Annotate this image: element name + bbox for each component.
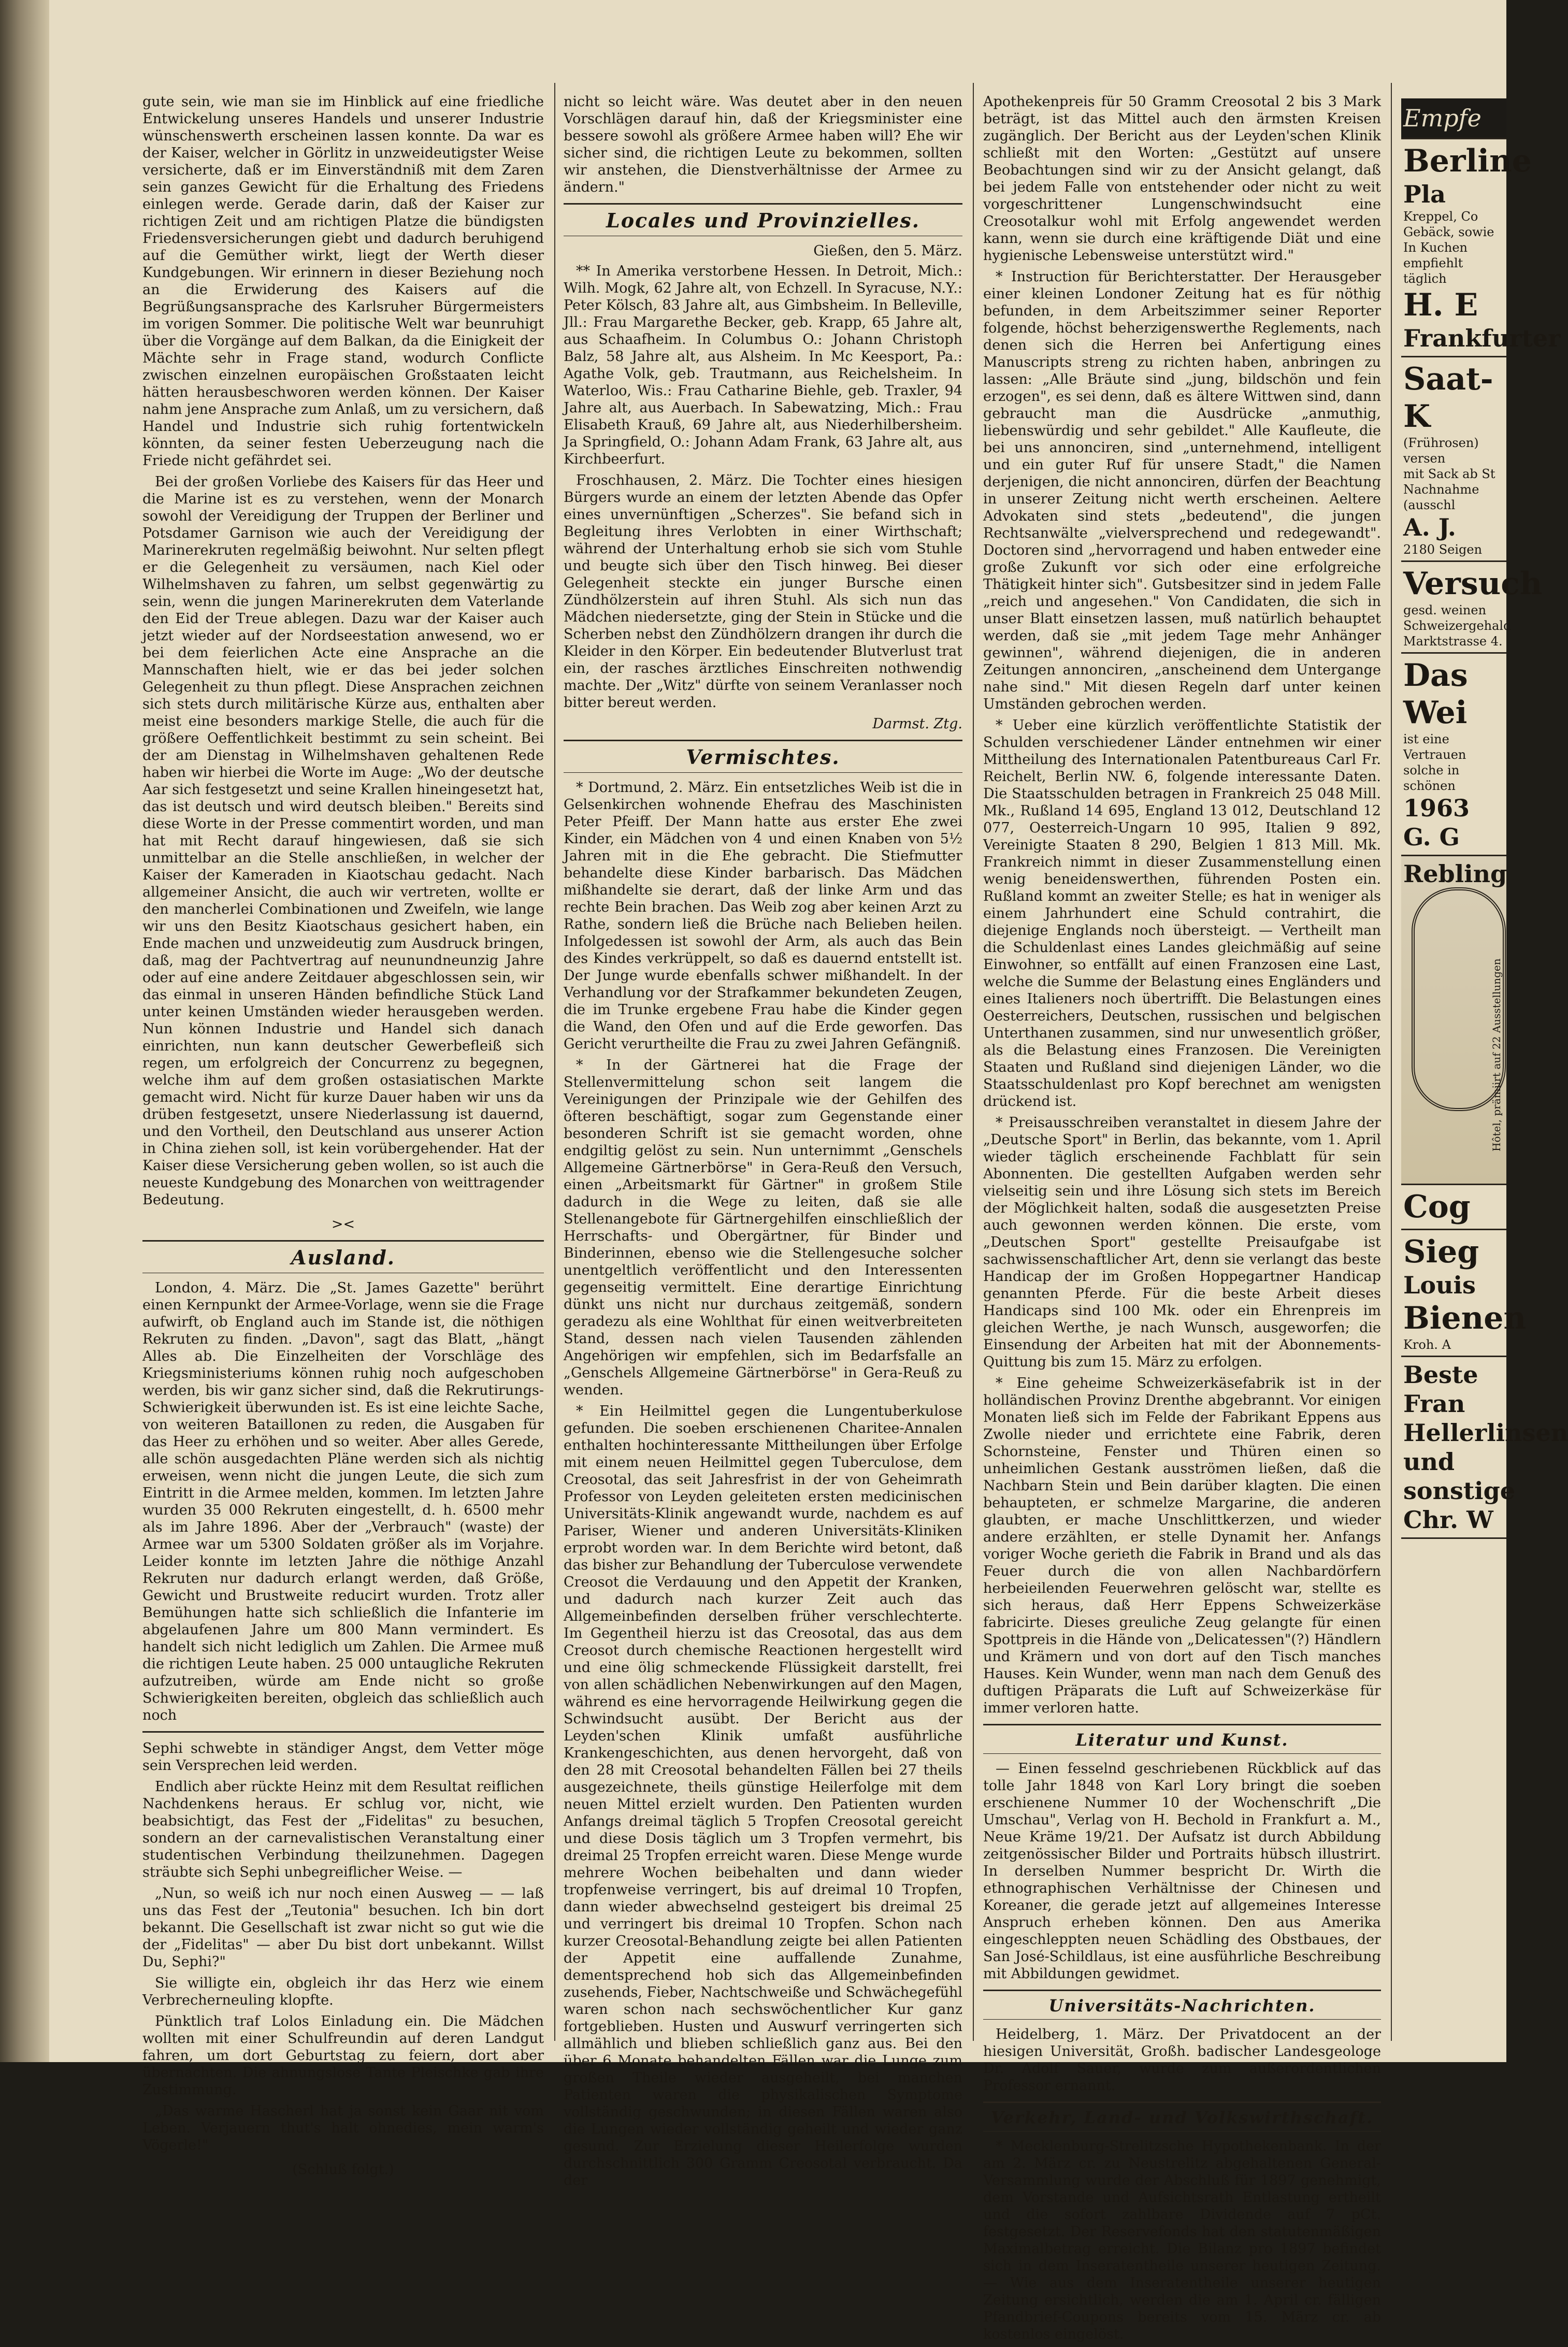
ad-title: Versuch (1403, 566, 1543, 602)
ad-text: Pla (1403, 180, 1446, 208)
column-1 (142, 93, 544, 2183)
article-paragraph: Heidelberg, 1. März. Der Privatdocent an der hiesigen Universität, Großh. badischer Landesgeologe Dr. Adolf Sauer, wurde zum außerordentlichen Professor ernannt. (983, 2026, 1381, 2094)
feuilleton-separator (142, 1731, 544, 1733)
ad-text: 2180 Seigen (1403, 542, 1483, 557)
section-heading-locales: Locales und Provinzielles. (564, 203, 962, 236)
article-paragraph: — Einen fesselnd geschriebenen Rückblick auf das tolle Jahr 1848 von Karl Lory bringt die soeben erschienene Nummer 10 der Wochenschrift „Die Umschau", Verlag von H. Bechold in Frankfurt a. M., Neue Kräme 19/21. Der Aufsatz ist durch Abbildung zeitgenössischer Bilder und Portraits hübsch illustrirt. In derselben Nummer bespricht Dr. Wirth die ethnographischen Verhältnisse der Chinesen und Koreaner, die gerade jetzt auf allgemeines Interesse Anspruch erheben können. Den aus Amerika eingeschleppten neuen Schädling des Obstbaues, der San José-Schildlaus, ist eine ausführliche Beschreibung mit Abbildungen gewidmet. (983, 1761, 1381, 1982)
ad-text: Gebäck, sowie (1403, 225, 1494, 239)
column-rule (554, 83, 555, 2041)
ad-text: 1963 G. G (1403, 794, 1470, 851)
article-paragraph: Bei der großen Vorliebe des Kaisers für das Heer und die Marine ist es zu verstehen, wenn der Monarch sowohl der Vereidigung der Truppen der Berliner und Potsdamer Garnison wie auch der Vereidigung der Marinerekruten regelmäßig beiwohnt. Nur selten pflegt er die Gelegenheit zu versäumen, nach Kiel oder Wilhelmshaven zu fahren, um selbst gegenwärtig zu sein, wenn die jungen Marinerekruten dem Vaterlande den Eid der Treue ablegen. Dazu war der Kaiser auch jetzt wieder auf der Nordseestation anwesend, wo er bei dem feierlichen Acte eine Ansprache an die Mannschaften hielt, wie er das bei jeder solchen Gelegenheit zu thun pflegt. Diese Ansprachen zeichnen sich stets durch militärische Kürze aus, enthalten aber meist eine besonders markige Stelle, die auch für die größere Oeffentlichkeit bestimmt zu sein scheint. Bei der am Dienstag in Wilhelmshaven gehaltenen Rede haben wir hierbei die Worte im Auge: „Wo der deutsche Aar sich festgesetzt und seine Krallen hineingesetzt hat, das ist deutsch und wird deutsch bleiben." Bereits sind diese Worte in der Presse commentirt worden, und man hat mit Recht darauf hingewiesen, daß sie sich unmittelbar an die Stelle anschließen, in welcher der Kaiser der Kameraden in Kiaotschau gedacht. Nach allgemeiner Ansicht, die auch wir vertreten, wollte er den mancherlei Combinationen und Zweifeln, wie lange wir uns den Besitz Kiaotschaus gesichert haben, ein Ende machen und unzweideutig zum Ausdruck bringen, daß, mag der Pachtvertrag auf neunundneunzig Jahre oder auf eine andere Zeitdauer abgeschlossen sein, wir das einmal in unseren Händen befindliche Stück Land unter keinen Umständen wieder herausgeben werden. Nun können Industrie und Handel sich danach einrichten, nun kann deutscher Gewerbefleiß sich regen, um erfolgreich der Concurrenz zu begegnen, welche ihm auf dem großen ostasiatischen Markte gemacht wird. Nicht für kurze Dauer haben wir uns da drüben festgesetzt, unsere Niederlassung ist dauernd, und den Vortheil, den Deutschland aus unserer Action in China ziehen soll, ist kein vorübergehender. Hat der Kaiser diese Versicherung geben wollen, so ist auch die neueste Kundgebung des Monarchen von weittragender Bedeutung. (142, 474, 544, 1208)
ad-text: A. J. (1403, 513, 1456, 541)
ad-block (1401, 139, 1561, 357)
ad-block (1401, 357, 1506, 562)
ad-text: und sonstige (1403, 1448, 1516, 1505)
article-paragraph: * Dortmund, 2. März. Ein entsetzliches Weib ist die in Gelsenkirchen wohnende Ehefrau des Maschinisten Peter Pfeiff. Der Mann hatte aus erster Ehe zwei Kinder, ein Mädchen von 4 und einen Knaben von 5½ Jahren mit in die Ehe gebracht. Die Stiefmutter behandelte diese Kinder barbarisch. Das Mädchen mißhandelte sie derart, daß der linke Arm und das rechte Bein brachen. Das Weib zog aber keinen Arzt zu Rathe, sondern ließ die Brüche nach Belieben heilen. Infolgedessen ist sowohl der Arm, als auch das Bein des Kindes verkrüppelt, so daß es dauernd entstellt ist. Der Junge wurde ebenfalls schwer mißhandelt. In der Verhandlung vor der Strafkammer bekundeten Zeugen, die im Trunke ergebene Frau habe die Kinder gegen die Wand, den Ofen und auf die Erde geworfen. Das Gericht verurtheilte die Frau zu zwei Jahren Gefängniß. (564, 780, 962, 1052)
feuilleton-paragraph: Sie willigte ein, obgleich ihr das Herz wie einem Verbrecherneuling klopfte. (142, 1975, 544, 2008)
ad-title: H. E (1403, 287, 1478, 323)
ad-text: Marktstrasse 4. (1403, 634, 1503, 649)
article-paragraph: * Ein Heilmittel gegen die Lungentuberkulose gefunden. Die soeben erschienenen Charitee-Annalen enthalten hochinteressante Mittheilungen über Erfolge mit einem neuen Heilmittel gegen Tuberculose, dem Creosotal, das seit Jahresfrist in der von Geheimrath Professor von Leyden geleiteten ersten medicinischen Universitäts-Klinik angewandt wurde, nachdem es auf Pariser, Wiener und anderen Universitäts-Kliniken erprobt worden war. In dem Berichte wird betont, daß das bisher zur Behandlung der Tuberculose verwendete Creosot die Verdauung und den Appetit der Kranken, und dadurch nach kurzer Zeit auch das Allgemeinbefinden derselben früher verschlechterte. Im Gegentheil hierzu ist das Creosotal, das aus dem Creosot durch chemische Reactionen hergestellt wird und eine ölig schmeckende Flüssigkeit darstellt, frei von allen schädlichen Nebenwirkungen auf den Magen, während es eine hervorragende Heilwirkung gegen die Schwindsucht ausübt. Der Bericht aus der Leyden'schen Klinik umfaßt ausführliche Krankengeschichten, aus denen hervorgeht, daß von den 28 mit Creosotal behandelten Fällen bei 27 theils ausgezeichnete, theils günstige Heilerfolge mit dem neuen Mittel erzielt wurden. Den Patienten wurden Anfangs dreimal täglich 5 Tropfen Creosotal gereicht und diese Dosis täglich um 3 Tropfen vermehrt, bis dreimal 25 Tropfen erreicht waren. Diese Menge wurde mehrere Wochen beibehalten und dann wieder tropfenweise verringert, bis auf dreimal 10 Tropfen, dann wieder abwechselnd gesteigert bis dreimal 25 und verringert bis dreimal 10 Tropfen. Schon nach kurzer Creosotal-Behandlung zeigte bei allen Patienten der Appetit eine auffallende Zunahme, dementsprechend hob sich das Allgemeinbefinden zusehends, Fieber, Nachtschweiße und Schwächegefühl waren schon nach sechswöchentlicher Kur ganz fortgeblieben. Husten und Auswurf verringerten sich allmählich und blieben schließlich ganz aus. Bei den über 6 Monate behandelten Fällen war die Lunge zum großen Theile wieder ausgeheilt, bei manchen Patienten waren die physikalischen Symptome vollständig geschwunden; in diesen Fällen waren also die Lungen wieder vollständig geheilt und wieder ganz gesund. Zur Erzielung dieser Heilerfolge wurden durchschnittlich 300 Gramm Creosotal verbraucht. Da der (564, 1403, 963, 2188)
column-rule (973, 83, 974, 2041)
ad-text: solche in schönen (1403, 763, 1460, 793)
ad-title: Sieg (1403, 1234, 1479, 1270)
feuilleton-paragraph: Endlich aber rückte Heinz mit dem Resultat reiflichen Nachdenkens heraus. Er schlug vor, nicht, wie beabsichtigt, das Fest der „Fidelitas" zu besuchen, sondern an der carnevalistischen Veranstaltung einer studentischen Verbindung theilzunehmen. Dagegen sträubte sich Sephi unbegreiflicher Weise. — (142, 1779, 544, 1880)
article-paragraph: * Eine geheime Schweizerkäsefabrik ist in der holländischen Provinz Drenthe abgebrannt. Vor einigen Monaten ließ sich im Felde der Fabrikant Eppens aus Zwolle nieder und errichtete eine Fabrik, deren Schornsteine, Fenster und Thüren einen so unheimlichen Gestank ausströmen ließen, daß die Nachbarn Stein und Bein darüber klagten. Die einen behaupteten, er schmelze Margarine, die anderen glaubten, er mache Unschlittkerzen, und wieder andere erzählten, er stelle Dynamit her. Anfangs voriger Woche gerieth die Fabrik in Brand und als das Feuer durch die von allen Nachbardörfern herbeieilenden Feuerwehren gelöscht war, stellte es sich heraus, daß Herr Eppens Schweizerkäse fabricirte. Dieses greuliche Zeug gelangte für einen Spottpreis in die Hände von „Delicatessen"(?) Händlern und Krämern und von dort auf den Tisch manches Hauses. Kein Wunder, wenn man nach dem Genuß des duftigen Präparats die Luft auf Schweizerkäse für immer verloren hatte. (983, 1375, 1381, 1716)
ad-block (1401, 1357, 1568, 1539)
article-paragraph: Apothekenpreis für 50 Gramm Creosotal 2 bis 3 Mark beträgt, ist das Mittel auch den ärmsten Kreisen zugänglich. Der Bericht aus der Leyden'schen Klinik schließt mit den Worten: „Gestützt auf unsere Beobachtungen sind wir zu der Ansicht gelangt, daß bei jedem Falle von entstehender oder nicht zu weit vorgeschrittener Lungenschwindsucht eine Creosotalkur wohl mit Erfolg angewendet werden kann, wenn sie durch eine kräftigende Diät und eine hygienische Lebensweise unterstützt wird." (983, 94, 1381, 264)
ad-text: In Kuchen (1403, 240, 1468, 255)
ad-title: Cog (1403, 1189, 1471, 1225)
article-paragraph: * Instruction für Berichterstatter. Der Herausgeber einer kleinen Londoner Zeitung hat es für nöthig befunden, in dem Arbeitszimmer seiner Reporter folgende, höchst beherzigenswerthe Reglements, nach denen sich die Herren bei Anfertigung eines Manuscripts streng zu richten haben, anbringen zu lassen: „Alle Bräute sind „jung, bildschön und fein erzogen", es sei denn, daß es ältere Wittwen sind, dann gebraucht man die Ausdrücke „anmuthig, liebenswürdig und sehr gebildet." Alle Kaufleute, die bei uns annonciren, sind „unternehmend, intelligent und ein guter Ruf für unsere Stadt," die Namen derjenigen, die nicht annonciren, dürfen der Beachtung in unserer Zeitung nicht werth erscheinen. Aeltere Advokaten sind stets „bedeutend", die jungen Rechtsanwälte „vielversprechend und redegewandt". Doctoren sind „hervorragend und haben entweder eine große Zukunft vor sich oder eine erfolgreiche Thätigkeit hinter sich". Gutsbesitzer sind in jedem Falle „reich und angesehen." Von Candidaten, die sich in unser Blatt einsetzen lassen, muß natürlich behauptet werden, daß sie „mit jedem Tage mehr Anhänger gewinnen", während diejenigen, die in anderen Zeitungen annonciren, „anscheinend dem Untergange nahe sind." Mit diesen Regeln darf unter keinen Umständen gebrochen werden. (983, 269, 1381, 712)
article-paragraph: * Ueber eine kürzlich veröffentlichte Statistik der Schulden verschiedener Länder entnehmen wir einer Mittheilung des Internationalen Patentbureaus Carl Fr. Reichelt, Berlin NW. 6, folgende interessante Daten. Die Staatsschulden betragen in Frankreich 25 048 Mill. Mk., Rußland 14 695, England 13 012, Deutschland 12 077, Oesterreich-Ungarn 10 995, Italien 9 892, Vereinigte Staaten 8 290, Belgien 1 813 Mill. Mk. Frankreich nimmt in dieser Zusammenstellung einen wenig beneidenswerthen, führenden Posten ein. Rußland kommt an zweiter Stelle; es hat in weniger als einem Jahrhundert eine Schuld contrahirt, die diejenige Englands noch übersteigt. — Vertheilt man die Schuldenlast eines Landes gleichmäßig auf seine Einwohner, so entfällt auf einen Franzosen eine Last, welche die Summe der Belastung eines Engländers und eines Italieners noch übertrifft. Die Belastungen eines Oesterreichers, Deutschen, russischen und belgischen Unterthanen zusammen, sind nur unwesentlich größer, als die Belastung eines Franzosen. Die Vereinigten Staaten und Rußland sind diejenigen Länder, wo die Staatsschuldenlast pro Kopf berechnet am wenigsten drückend ist. (983, 717, 1381, 1110)
ad-title: Berline (1403, 143, 1532, 179)
article-paragraph: nicht so leicht wäre. Was deutet aber in den neuen Vorschlägen darauf hin, daß der Kriegsminister eine bessere sowohl als größere Armee haben will? Ehe wir sicher sind, die richtigen Leute zu bekommen, sollten wir anstehen, die Dienstverhältnisse der Armee zu ändern." (564, 94, 962, 195)
ad-text: Hellerlinsen (1403, 1419, 1568, 1447)
end-mark: >< (331, 1216, 355, 1232)
ad-text: ist eine Vertrauen (1403, 732, 1466, 762)
article-paragraph: gute sein, wie man sie im Hinblick auf eine friedliche Entwickelung unseres Handels und unserer Industrie wünschenswerth erscheinen lassen konnte. Da war es der Kaiser, welcher in Görlitz in unzweideutigster Weise versicherte, daß er im Einverständniß mit dem Zaren sein ganzes Gewicht für die Erhaltung des Friedens einlegen werde. Gerade darin, daß der Kaiser zur richtigen Zeit und am richtigen Platze die bündigsten Friedensversicherungen giebt und dadurch beruhigend auf die Gemüther wirkt, liegt der Werth dieser Kundgebungen. Wir erinnern in dieser Beziehung noch an die Erwiderung des Kaisers auf die Begrüßungsansprache des Karlsruher Bürgermeisters im vorigen Sommer. Die politische Welt war beunruhigt über die Vorgänge auf dem Balkan, da die Einigkeit der Mächte sehr in Frage stand, wodurch Conflicte zwischen einzelnen europäischen Großstaaten leicht hätten herausbeschworen werden können. Der Kaiser nahm jene Ansprache zum Anlaß, um zu versichern, daß Handel und Industrie sich ruhig fortentwickeln könnten, da seiner festen Ueberzeugung nach die Friede nicht gefährdet sei. (142, 94, 544, 469)
ad-text: Kroh. A (1403, 1337, 1451, 1352)
ad-vertical-text: Hôtel, prämiirt auf 22 Ausstellungen (1490, 958, 1503, 1151)
section-heading-universitaet: Universitäts-Nachrichten. (983, 1990, 1381, 2020)
article-paragraph: Froschhausen, 2. März. Die Tochter eines hiesigen Bürgers wurde an einem der letzten Abende das Opfer eines unvernünftigen „Scherzes". Sie befand sich in Begleitung ihres Verlobten in einer Wirthschaft; während der Unterhaltung erhob sie sich vom Stuhle und beugte sich über den Tisch hinweg. Bei dieser Gelegenheit steckte ein junger Bursche einen Zündhölzerstein auf ihren Stuhl. Als sich nun das Mädchen niedersetzte, ging der Stein in Stücke und die Scherben nebst den Zündhölzern drangen ihr durch die Kleider in den Körper. Ein bedeutender Blutverlust trat ein, der rasches ärztliches Einschreiten nothwendig machte. Der „Witz" dürfte von seinem Veranlasser noch bitter bereut werden. (564, 472, 962, 711)
section-heading-verkehr: Verkehr, Land- und Volkswirthschaft. (983, 2101, 1381, 2132)
ad-text: (Frührosen) versen (1403, 436, 1479, 466)
continued-note: (Schluß folgt.) (292, 2162, 394, 2178)
ad-block (1401, 1230, 1527, 1357)
feuilleton-paragraph: Pünktlich traf Lolos Einladung ein. Die Mädchen wollten mit einer Schulfreundin auf deren Landgut fahren, um dort Geburtstag zu feiern, dort aber übernachten. Die ahnungslose Tante Pleischke gab ihre Zustimmung. (142, 2013, 544, 2098)
source-signature: Darmst. Ztg. (872, 716, 962, 732)
ad-text: empfiehlt täglich (1403, 256, 1463, 286)
ad-block (1401, 562, 1543, 654)
ad-text: Frankfurter (1403, 324, 1561, 352)
ad-text: Louis (1403, 1271, 1476, 1299)
ad-text: Nachnahme (ausschl (1403, 482, 1479, 512)
ad-title: Rebling (1403, 860, 1507, 888)
advertisement-strip (1401, 98, 1568, 2015)
ad-block (1401, 654, 1506, 856)
column-2 (564, 93, 962, 2193)
ad-text: Kreppel, Co (1403, 209, 1478, 224)
article-paragraph: * Mecklenburg-Strelitzsche Hypothekenbank. In der am 2. März cr. zu Neustrelitz abgehaltenen General-Versammlung wurde der Abschluß für 1897 genehmigt, dem Vorstande und Aufsichtsrath Entlastung ertheilt und die sofort zahlbare Dividende auf 7 pCt. festgesetzt. Der Reservefonds hat den statutenmäßigen Maximalbetrag erreicht. Die Bilanz pro 1897 befindet sich in dem Inseratentheile unserer heutigen Zeitung. — Wie aus dem Inseratentheile unserer heutigen Zeitung ersichtlich, werden die am 1. April cr. fälligen Pfandbrief-Coupons bereits vom 15. März cr. ab kostenlos eingelöst. (983, 2138, 1381, 2342)
feuilleton-paragraph: „Das warme Hascherl hat ja sonst kein Gaar nit vom Leben. Verjauern thut's halt ohnedies, mein warm's Vögerle!" (142, 2103, 544, 2153)
feuilleton-paragraph: „Nun, so weiß ich nur noch einen Ausweg — — laß uns das Fest der „Teutonia" besuchen. Ich bin dort bekannt. Die Gesellschaft ist zwar nicht so gut wie die der „Fidelitas" — aber Du bist dort unbekannt. Willst Du, Sephi?" (142, 1885, 544, 1970)
article-paragraph: * Preisausschreiben veranstaltet in diesem Jahre der „Deutsche Sport" in Berlin, das bekannte, vom 1. April wieder täglich erscheinende Fachblatt für sein Abonnenten. Die gestellten Aufgaben werden sehr vielseitig sein und ihre Lösung sich stets im Bereich der Möglichkeit halten, sodaß die ausgesetzten Preise auch gewonnen werden können. Die erste, vom „Deutschen Sport" gestellte Preisaufgabe ist sachwissenschaftlicher Art, denn sie verlangt das beste Handicap der im Großen Hoppegartner Handicap genannten Pferde. Für die beste Arbeit dieses Handicaps sind 100 Mk. oder ein Ehrenpreis im gleichen Werthe, je nach Wunsch, ausgeworfen; die Einsendung der Arbeiten hat mit der Abonnements-Quittung bis zum 15. März zu erfolgen. (983, 1115, 1381, 1370)
section-heading-vermischtes: Vermischtes. (564, 740, 962, 773)
column-rule (1391, 83, 1392, 2041)
ad-banner (1401, 856, 1506, 1185)
ad-text: mit Sack ab St (1403, 467, 1495, 481)
article-paragraph: * In der Gärtnerei hat die Frage der Stellenvermittelung schon seit langem die Vereinigungen der Prinzipale wie der Gehilfen des öfteren beschäftigt, sogar zum Gegenstande einer besonderen Schrift ist sie gemacht worden, ohne endgiltig gelöst zu sein. Nun unternimmt „Genschels Allgemeine Gärtnerbörse" in Gera-Reuß den Versuch, einen „Arbeitsmarkt für Gärtner" in großem Stile dadurch in die Wege zu leiten, daß sie alle Stellenangebote für Gärtnergehilfen einschließlich der Herrschafts- und Obergärtner, für Binder und Binderinnen, ebenso wie die Stellengesuche solcher unentgeltlich veröffentlicht und den Interessenten gegenseitig vermittelt. Eine derartige Einrichtung dünkt uns nicht nur durchaus zeitgemäß, sondern geradezu als eine Wohlthat für einen weitverbreiteten Stand, dessen nach vielen Tausenden zählenden Angehörigen wir empfehlen, sich im Bedarfsfalle an „Genschels Allgemeine Gärtnerbörse" in Gera-Reuß zu wenden. (564, 1057, 962, 1398)
section-heading-ausland: Ausland. (142, 1240, 544, 1273)
ad-title: Bienen (1403, 1300, 1527, 1336)
feuilleton-paragraph: Sephi schwebte in ständiger Angst, dem Vetter möge sein Versprechen leid werden. (142, 1740, 544, 1774)
page-binding-edge (0, 0, 49, 2062)
ad-title: Beste Fran (1403, 1361, 1478, 1418)
ad-text: gesd. weinen Schweizergehald (1403, 603, 1512, 633)
ad-block (1401, 1185, 1506, 1230)
dateline: Gießen, den 5. März. (813, 243, 962, 259)
article-paragraph: London, 4. März. Die „St. James Gazette" berührt einen Kernpunkt der Armee-Vorlage, wenn sie die Frage aufwirft, ob England auch im Stande ist, die nöthigen Rekruten zu finden. „Davon", sagt das Blatt, „hängt Alles ab. Die Einzelheiten der Vorschläge des Kriegsministeriums können ruhig noch aufgeschoben werden, bis wir ganz sicher sind, daß die Rekrutirungs-Schwierigkeit überwunden ist. Es ist eine leichte Sache, von weiteren Bataillonen zu reden, die Ausgaben für das Heer zu erhöhen und so weiter. Aber alles Gerede, alle schön ausgedachten Pläne werden sich als nichtig erweisen, wenn nicht die jungen Leute, die sich zum Eintritt in die Armee melden, kommen. Im letzten Jahre wurden 35 000 Rekruten eingestellt, d. h. 6500 mehr als im Jahre 1896. Aber der „Verbrauch" (waste) der Armee war um 5300 Soldaten größer als im Vorjahre. Leider konnte im letzten Jahre die nöthige Anzahl Rekruten nur dadurch erlangt werden, daß Größe, Gewicht und Brustweite reducirt wurden. Trotz aller Bemühungen hatte sich schließlich die Infanterie im abgelaufenen Jahre um 800 Mann vermindert. Es handelt sich nicht lediglich um Zahlen. Die Armee muß die richtigen Leute haben. 25 000 untaugliche Rekruten aufzutreiben, würde am Ende nicht so große Schwierigkeiten bereiten, obgleich das schließlich auch noch (142, 1280, 544, 1723)
ad-title: Saat-K (1403, 361, 1493, 435)
ad-text: Chr. W (1403, 1506, 1493, 1534)
ad-header: Empfe (1401, 98, 1506, 139)
article-paragraph: ** In Amerika verstorbene Hessen. In Detroit, Mich.: Wilh. Mogk, 62 Jahre alt, von Echzell. In Syracuse, N.Y.: Peter Kölsch, 83 Jahre alt, aus Gimbsheim. In Belleville, Jll.: Frau Margarethe Becker, geb. Krapp, 65 Jahre alt, aus Schaafheim. In Columbus O.: Johann Christoph Balz, 58 Jahre alt, aus Alsheim. In Mc Keesport, Pa.: Agathe Volk, geb. Trautmann, aus Reichelsheim. In Waterloo, Wis.: Frau Catharine Biehle, geb. Traxler, 94 Jahre alt, aus Auerbach. In Sabewatzing, Mich.: Frau Elisabeth Krauß, 69 Jahre alt, aus Niederhilbersheim. Ja Springfield, O.: Johann Adam Frank, 63 Jahre alt, aus Kirchbeerfurt. (564, 263, 962, 467)
ad-title: Das Wei (1403, 657, 1468, 731)
section-heading-literatur: Literatur und Kunst. (983, 1724, 1381, 1754)
column-3 (983, 93, 1381, 2347)
